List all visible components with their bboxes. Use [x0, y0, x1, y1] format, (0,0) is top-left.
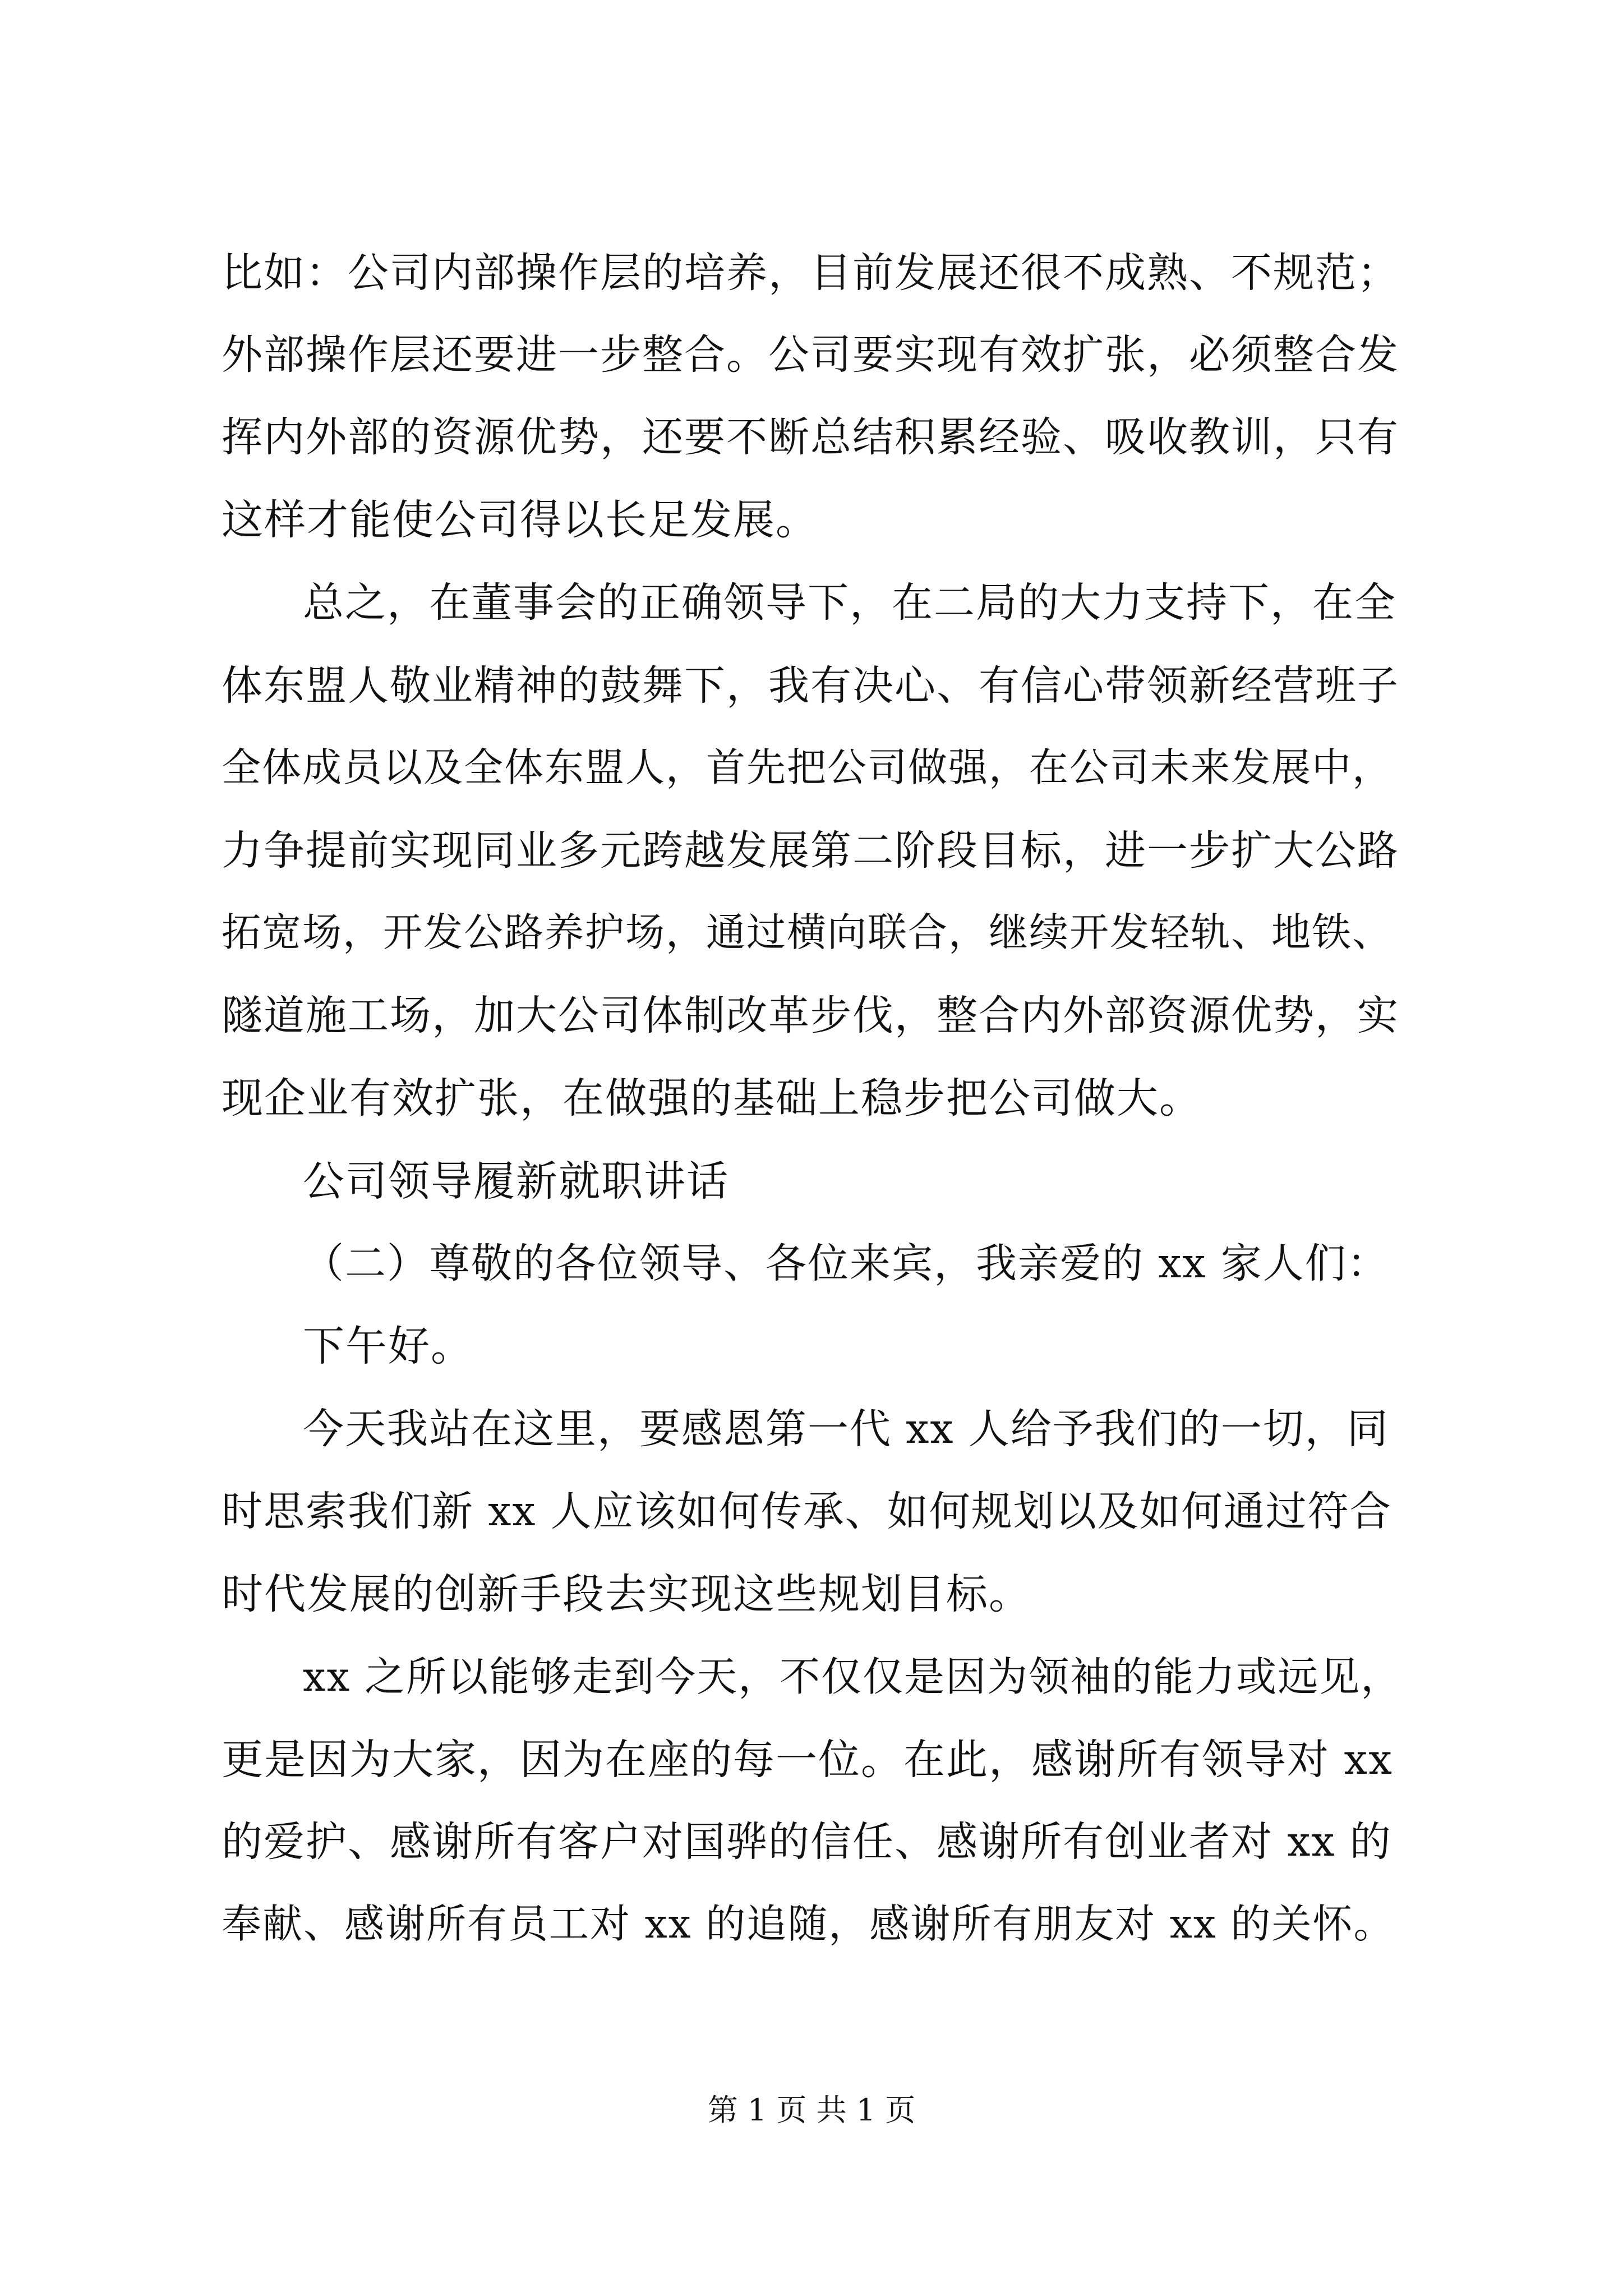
text-line: 外部操作层还要进一步整合。公司要实现有效扩张，必须整合发	[222, 331, 1399, 379]
text-line: 隧道施工场，加大公司体制改革步伐，整合内外部资源优势，实	[222, 992, 1399, 1039]
text-line: xx 之所以能够走到今天，不仅仅是因为领袖的能力或远见，	[303, 1653, 1403, 1700]
section-heading: 公司领导履新就职讲话	[303, 1157, 729, 1205]
text-line: 现企业有效扩张，在做强的基础上稳步把公司做大。	[222, 1074, 1202, 1122]
greeting-line: （二）尊敬的各位领导、各位来宾，我亲爱的 xx 家人们：	[303, 1240, 1389, 1287]
text-line: 的爱护、感谢所有客户对国骅的信任、感谢所有创业者对 xx 的	[222, 1818, 1392, 1866]
text-line: 总之，在董事会的正确领导下，在二局的大力支持下，在全	[303, 579, 1396, 627]
text-line: 今天我站在这里，要感恩第一代 xx 人给予我们的一切，同	[303, 1405, 1389, 1453]
page-footer: 第 1 页 共 1 页	[707, 2092, 916, 2128]
text-line: 拓宽场，开发公路养护场，通过横向联合，继续开发轻轨、地铁、	[222, 909, 1393, 955]
text-line: 时代发展的创新手段去实现这些规划目标。	[222, 1570, 1031, 1618]
text-line: 这样才能使公司得以长足发展。	[222, 496, 818, 544]
text-line: 更是因为大家，因为在座的每一位。在此，感谢所有领导对 xx	[222, 1736, 1393, 1784]
text-line: 下午好。	[303, 1322, 473, 1370]
text-line: 比如：公司内部操作层的培养，目前发展还很不成熟、不规范；	[222, 249, 1399, 297]
text-line: 力争提前实现同业多元跨越发展第二阶段目标，进一步扩大公路	[222, 827, 1399, 875]
text-line: 体东盟人敬业精神的鼓舞下，我有决心、有信心带领新经营班子	[222, 662, 1399, 710]
text-line: 奉献、感谢所有员工对 xx 的追随，感谢所有朋友对 xx 的关怀。	[222, 1901, 1395, 1947]
text-line: 挥内外部的资源优势，还要不断总结积累经验、吸收教训，只有	[222, 413, 1399, 461]
text-line: 全体成员以及全体东盟人，首先把公司做强，在公司未来发展中，	[222, 744, 1393, 790]
text-line: 时思索我们新 xx 人应该如何传承、如何规划以及如何通过符合	[222, 1488, 1392, 1535]
